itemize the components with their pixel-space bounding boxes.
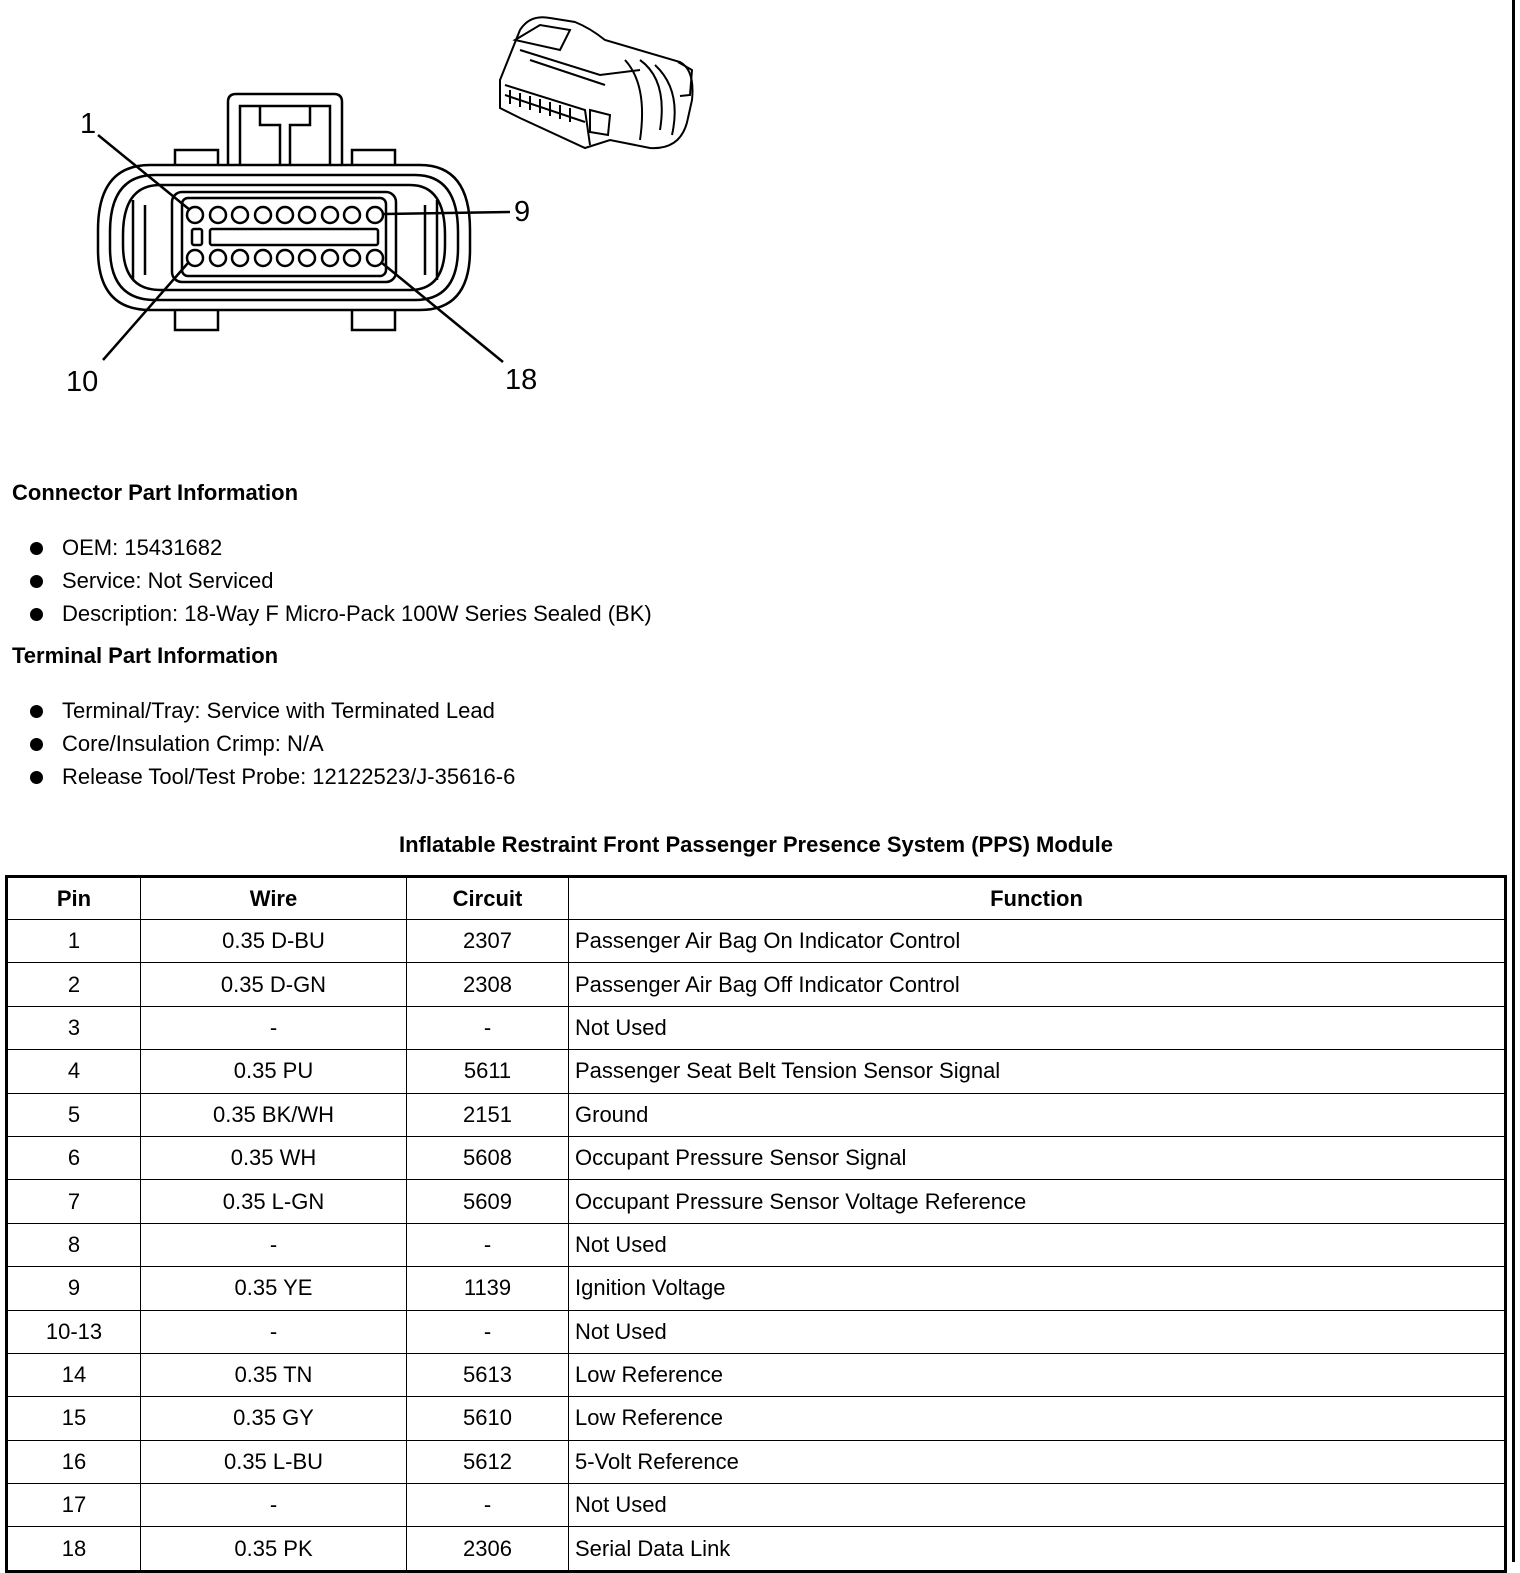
table-row	[7, 1180, 1506, 1223]
cell-wire: -	[141, 1223, 407, 1266]
cell-pin: 4	[7, 1050, 141, 1093]
cell-wire: 0.35 BK/WH	[141, 1093, 407, 1136]
cell-circuit: 5609	[407, 1180, 569, 1223]
page-border	[1512, 0, 1515, 1562]
cell-circuit: 2306	[407, 1527, 569, 1571]
cell-function: Occupant Pressure Sensor Signal	[569, 1136, 1506, 1179]
cell-pin: 9	[7, 1267, 141, 1310]
cell-pin: 8	[7, 1223, 141, 1266]
table-row	[7, 1050, 1506, 1093]
table-row	[7, 1006, 1506, 1049]
cell-function: Not Used	[569, 1310, 1506, 1353]
terminal-info-title: Terminal Part Information	[12, 643, 279, 668]
pin-label-1: 1	[80, 108, 97, 140]
cell-circuit: 5612	[407, 1440, 569, 1483]
cell-wire: -	[141, 1310, 407, 1353]
cell-wire: 0.35 L-BU	[141, 1440, 407, 1483]
pin-label-10: 10	[66, 366, 99, 398]
table-row	[7, 1136, 1506, 1179]
cell-pin: 2	[7, 963, 141, 1006]
cell-pin: 7	[7, 1180, 141, 1223]
table-row	[7, 920, 1506, 963]
list-item: Description: 18-Way F Micro-Pack 100W Series Sealed (BK)	[30, 601, 652, 634]
list-item: Core/Insulation Crimp: N/A	[30, 731, 515, 764]
connector-info-list	[30, 535, 652, 634]
cell-pin: 5	[7, 1093, 141, 1136]
bullet-icon	[30, 575, 43, 588]
cell-function: 5-Volt Reference	[569, 1440, 1506, 1483]
cell-pin: 6	[7, 1136, 141, 1179]
pin-label-18: 18	[505, 364, 538, 396]
cell-function: Passenger Air Bag On Indicator Control	[569, 920, 1506, 963]
connector-face-diagram	[0, 0, 760, 420]
cell-function: Not Used	[569, 1223, 1506, 1266]
cell-function: Serial Data Link	[569, 1527, 1506, 1571]
pin-label-9: 9	[514, 196, 531, 228]
cell-function: Not Used	[569, 1484, 1506, 1527]
header-wire: Wire	[141, 877, 407, 920]
cell-wire: 0.35 WH	[141, 1136, 407, 1179]
bullet-icon	[30, 771, 43, 784]
connector-info-title: Connector Part Information	[12, 480, 299, 505]
list-item: Service: Not Serviced	[30, 568, 652, 601]
cell-function: Occupant Pressure Sensor Voltage Reference	[569, 1180, 1506, 1223]
cell-wire: 0.35 PK	[141, 1527, 407, 1571]
cell-wire: 0.35 L-GN	[141, 1180, 407, 1223]
cell-wire: 0.35 TN	[141, 1353, 407, 1396]
header-pin: Pin	[7, 877, 141, 920]
cell-circuit: 2307	[407, 920, 569, 963]
cell-wire: 0.35 GY	[141, 1397, 407, 1440]
cell-pin: 3	[7, 1006, 141, 1049]
table-row	[7, 1310, 1506, 1353]
cell-circuit: 5611	[407, 1050, 569, 1093]
table-row	[7, 1223, 1506, 1266]
cell-function: Ignition Voltage	[569, 1267, 1506, 1310]
list-item: Release Tool/Test Probe: 12122523/J-35616-6	[30, 764, 515, 797]
cell-wire: 0.35 YE	[141, 1267, 407, 1310]
cell-circuit: 2308	[407, 963, 569, 1006]
table-row	[7, 1093, 1506, 1136]
cell-wire: 0.35 PU	[141, 1050, 407, 1093]
cell-circuit: 5608	[407, 1136, 569, 1179]
cell-pin: 18	[7, 1527, 141, 1571]
table-row	[7, 963, 1506, 1006]
list-item: Terminal/Tray: Service with Terminated Lead	[30, 698, 515, 731]
cell-wire: -	[141, 1006, 407, 1049]
table-row	[7, 1267, 1506, 1310]
cell-pin: 15	[7, 1397, 141, 1440]
terminal-info-list	[30, 698, 515, 797]
table-body	[7, 920, 1506, 1572]
bullet-icon	[30, 738, 43, 751]
cell-circuit: 1139	[407, 1267, 569, 1310]
cell-pin: 17	[7, 1484, 141, 1527]
cell-wire: 0.35 D-BU	[141, 920, 407, 963]
cell-circuit: -	[407, 1006, 569, 1049]
bottom-pin-row	[187, 250, 383, 266]
bullet-icon	[30, 705, 43, 718]
cell-pin: 1	[7, 920, 141, 963]
cell-circuit: 2151	[407, 1093, 569, 1136]
cell-function: Ground	[569, 1093, 1506, 1136]
table-row	[7, 1440, 1506, 1483]
connector-perspective-sketch	[500, 17, 693, 148]
header-circuit: Circuit	[407, 877, 569, 920]
cell-function: Passenger Air Bag Off Indicator Control	[569, 963, 1506, 1006]
table-row	[7, 1397, 1506, 1440]
cell-wire: 0.35 D-GN	[141, 963, 407, 1006]
pinout-table	[5, 875, 1507, 1573]
cell-function: Low Reference	[569, 1353, 1506, 1396]
cell-pin: 16	[7, 1440, 141, 1483]
top-pin-row	[187, 207, 383, 223]
cell-wire: -	[141, 1484, 407, 1527]
cell-pin: 14	[7, 1353, 141, 1396]
cell-function: Low Reference	[569, 1397, 1506, 1440]
cell-function: Passenger Seat Belt Tension Sensor Signal	[569, 1050, 1506, 1093]
list-item: OEM: 15431682	[30, 535, 652, 568]
cell-circuit: 5610	[407, 1397, 569, 1440]
cell-circuit: 5613	[407, 1353, 569, 1396]
table-header-row	[7, 877, 1506, 920]
cell-circuit: -	[407, 1223, 569, 1266]
table-row	[7, 1353, 1506, 1396]
cell-circuit: -	[407, 1310, 569, 1353]
table-row	[7, 1527, 1506, 1571]
cell-circuit: -	[407, 1484, 569, 1527]
table-row	[7, 1484, 1506, 1527]
cell-function: Not Used	[569, 1006, 1506, 1049]
table-title: Inflatable Restraint Front Passenger Presence System (PPS) Module	[399, 832, 1113, 857]
bullet-icon	[30, 542, 43, 555]
bullet-icon	[30, 608, 43, 621]
cell-pin: 10-13	[7, 1310, 141, 1353]
header-function: Function	[569, 877, 1506, 920]
